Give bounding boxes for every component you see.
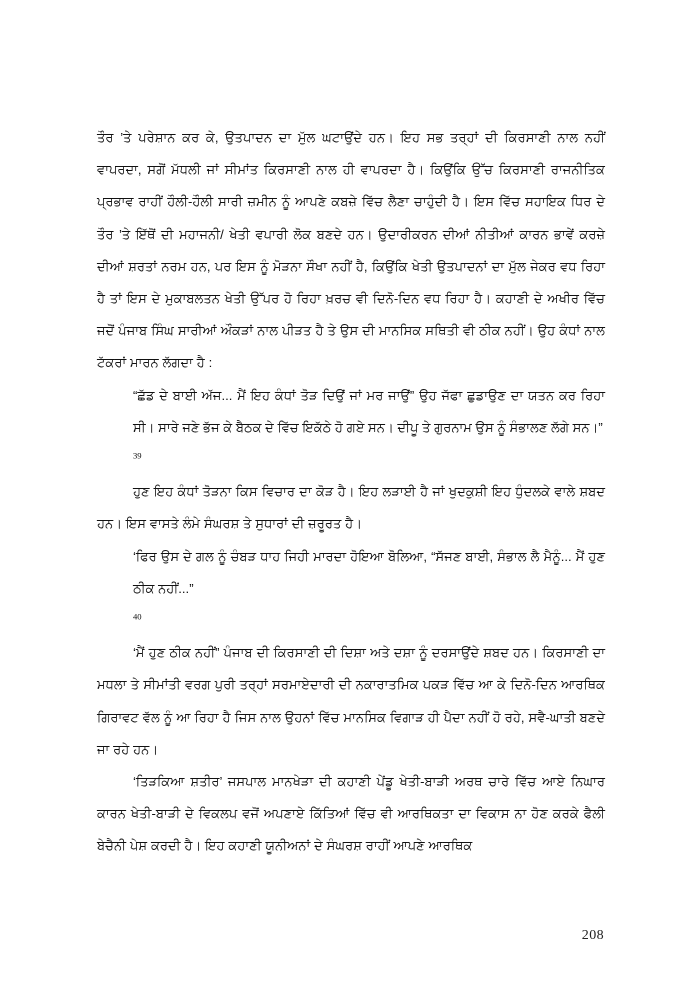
- page-number: 208: [581, 928, 604, 943]
- paragraph-3: ‘ਮੈਂ ਹੁਣ ਠੀਕ ਨਹੀਂ” ਪੰਜਾਬ ਦੀ ਕਿਰਸਾਣੀ ਦੀ ਦਿਸ਼ਾ ਅਤੇ ਦਸ਼ਾ ਨੂੰ ਦਰਸਾਉਂਦੇ ਸ਼ਬਦ ਹਨ। ਕਿਰਸਾਣੀ ਦਾ ਮਧਲਾ ਤੇ ਸੀਮਾਂਤੀ ਵਰਗ ਪੁਰੀ ਤਰ੍ਹਾਂ ਸਰਮਾਏਦਾਰੀ ਦੀ ਨਕਾਰਾਤਮਿਕ ਪਕੜ ਵਿੱਚ ਆ ਕੇ ਦਿਨੋ-ਦਿਨ ਆਰਥਿਕ ਗਿਰਾਵਟ ਵੱਲ ਨੂੰ ਆ ਰਿਹਾ ਹੈ ਜਿਸ ਨਾਲ ਉਹਨਾਂ ਵਿੱਚ ਮਾਨਸਿਕ ਵਿਗਾੜ ਹੀ ਪੈਦਾ ਨਹੀਂ ਹੋ ਰਹੇ, ਸਵੈ-ਘਾਤੀ ਬਣਦੇ ਜਾ ਰਹੇ ਹਨ।: [97, 645, 605, 757]
- paragraph-1: ਤੌਰ ’ਤੇ ਪਰੇਸ਼ਾਨ ਕਰ ਕੇ, ਉਤਪਾਦਨ ਦਾ ਮੁੱਲ ਘਟਾਉਂਦੇ ਹਨ। ਇਹ ਸਭ ਤਰ੍ਹਾਂ ਦੀ ਕਿਰਸਾਣੀ ਨਾਲ ਨਹੀਂ ਵਾਪਰਦਾ, ਸਗੋਂ ਮੱਧਲੀ ਜਾਂ ਸੀਮਾਂਤ ਕਿਰਸਾਣੀ ਨਾਲ ਹੀ ਵਾਪਰਦਾ ਹੈ। ਕਿਉਂਕਿ ਉੱਚ ਕਿਰਸਾਣੀ ਰਾਜਨੀਤਿਕ ਪ੍ਰਭਾਵ ਰਾਹੀਂ ਹੌਲੀ-ਹੌਲੀ ਸਾਰੀ ਜ਼ਮੀਨ ਨੂੰ ਆਪਣੇ ਕਬਜ਼ੇ ਵਿੱਚ ਲੈਣਾ ਚਾਹੁੰਦੀ ਹੈ। ਇਸ ਵਿੱਚ ਸਹਾਇਕ ਧਿਰ ਦੇ ਤੌਰ ’ਤੇ ਇੱਥੋਂ ਦੀ ਮਹਾਜਨੀ/ ਖੇਤੀ ਵਪਾਰੀ ਲੋਕ ਬਣਦੇ ਹਨ। ਉਦਾਰੀਕਰਨ ਦੀਆਂ ਨੀਤੀਆਂ ਕਾਰਨ ਭਾਵੇਂ ਕਰਜ਼ੇ ਦੀਆਂ ਸ਼ਰਤਾਂ ਨਰਮ ਹਨ, ਪਰ ਇਸ ਨੂੰ ਮੋੜਨਾ ਸੌਖਾ ਨਹੀਂ ਹੈ, ਕਿਉਂਕਿ ਖੇਤੀ ਉਤਪਾਦਨਾਂ ਦਾ ਮੁੱਲ ਜੇਕਰ ਵਧ ਰਿਹਾ ਹੈ ਤਾਂ ਇਸ ਦੇ ਮੁਕਾਬਲਤਨ ਖੇਤੀ ਉੱਪਰ ਹੋ ਰਿਹਾ ਖ਼ਰਚ ਵੀ ਦਿਨੋ-ਦਿਨ ਵਧ ਰਿਹਾ ਹੈ। ਕਹਾਣੀ ਦੇ ਅਖੀਰ ਵਿੱਚ ਜਦੋਂ ਪੰਜਾਬ ਸਿੰਘ ਸਾਰੀਆਂ ਔਕੜਾਂ ਨਾਲ ਪੀੜਤ ਹੈ ਤੇ ਉਸ ਦੀ ਮਾਨਸਿਕ ਸਥਿਤੀ ਵੀ ਠੀਕ ਨਹੀਂ। ਉਹ ਕੰਧਾਂ ਨਾਲ ਟੱਕਰਾਂ ਮਾਰਨ ਲੱਗਦਾ ਹੈ :: [97, 130, 605, 371]
- footnote-marker-40: 40: [133, 611, 142, 622]
- quote-block-2: [97, 541, 605, 638]
- paragraph-2: ਹੁਣ ਇਹ ਕੰਧਾਂ ਤੋੜਨਾ ਕਿਸ ਵਿਚਾਰ ਦਾ ਕੋੜ ਹੈ। ਇਹ ਲੜਾਈ ਹੈ ਜਾਂ ਖੁਦਕੁਸ਼ੀ ਇਹ ਧੁੰਦਲਕੇ ਵਾਲੇ ਸ਼ਬਦ ਹਨ। ਇਸ ਵਾਸਤੇ ਲੰਮੇ ਸੰਘਰਸ਼ ਤੇ ਸੁਧਾਰਾਂ ਦੀ ਜ਼ਰੂਰਤ ਹੈ।: [97, 484, 605, 532]
- quote-2-text: ‘ਫਿਰ ਉਸ ਦੇ ਗਲ ਨੂੰ ਚੰਬੜ ਧਾਹ ਜਿਹੀ ਮਾਰਦਾ ਹੋਇਆ ਬੋਲਿਆ, “ਸੱਜਣ ਬਾਈ, ਸੰਭਾਲ ਲੈ ਮੈਨੂੰ... ਮੈਂ ਹੁਣ ਠੀਕ ਨਹੀਂ...”: [133, 548, 605, 596]
- quote-block-1: [97, 380, 605, 477]
- page-body-text: [97, 122, 605, 863]
- paragraph-4: ‘ਤਿੜਕਿਆ ਸ਼ਤੀਰ’ ਜਸਪਾਲ ਮਾਨਖੇੜਾ ਦੀ ਕਹਾਣੀ ਪੇਂਡੂ ਖੇਤੀ-ਬਾੜੀ ਅਰਥ ਚਾਰੇ ਵਿੱਚ ਆਏ ਨਿਘਾਰ ਕਾਰਨ ਖੇਤੀ-ਬਾੜੀ ਦੇ ਵਿਕਲਪ ਵਜੋਂ ਅਪਣਾਏ ਕਿੱਤਿਆਂ ਵਿੱਚ ਵੀ ਆਰਥਿਕਤਾ ਦਾ ਵਿਕਾਸ ਨਾ ਹੋਣ ਕਰਕੇ ਫੈਲੀ ਬੇਚੈਨੀ ਪੇਸ਼ ਕਰਦੀ ਹੈ। ਇਹ ਕਹਾਣੀ ਯੂਨੀਅਨਾਂ ਦੇ ਸੰਘਰਸ਼ ਰਾਹੀਂ ਆਪਣੇ ਆਰਥਿਕ: [97, 774, 605, 854]
- footnote-marker-39: 39: [133, 450, 142, 461]
- quote-1-text: “ਛੱਡ ਦੇ ਬਾਈ ਅੱਜ... ਮੈਂ ਇਹ ਕੰਧਾਂ ਤੋੜ ਦਿਉਂ ਜਾਂ ਮਰ ਜਾਉਂ” ਉਹ ਜੱਫਾ ਛੁਡਾਉਣ ਦਾ ਯਤਨ ਕਰ ਰਿਹਾ ਸੀ। ਸਾਰੇ ਜਣੇ ਭੱਜ ਕੇ ਬੈਠਕ ਦੇ ਵਿੱਚ ਇਕੱਠੇ ਹੋ ਗਏ ਸਨ। ਦੀਪੂ ਤੇ ਗੁਰਨਾਮ ਉਸ ਨੂੰ ਸੰਭਾਲਣ ਲੱਗੇ ਸਨ।”: [133, 387, 605, 435]
